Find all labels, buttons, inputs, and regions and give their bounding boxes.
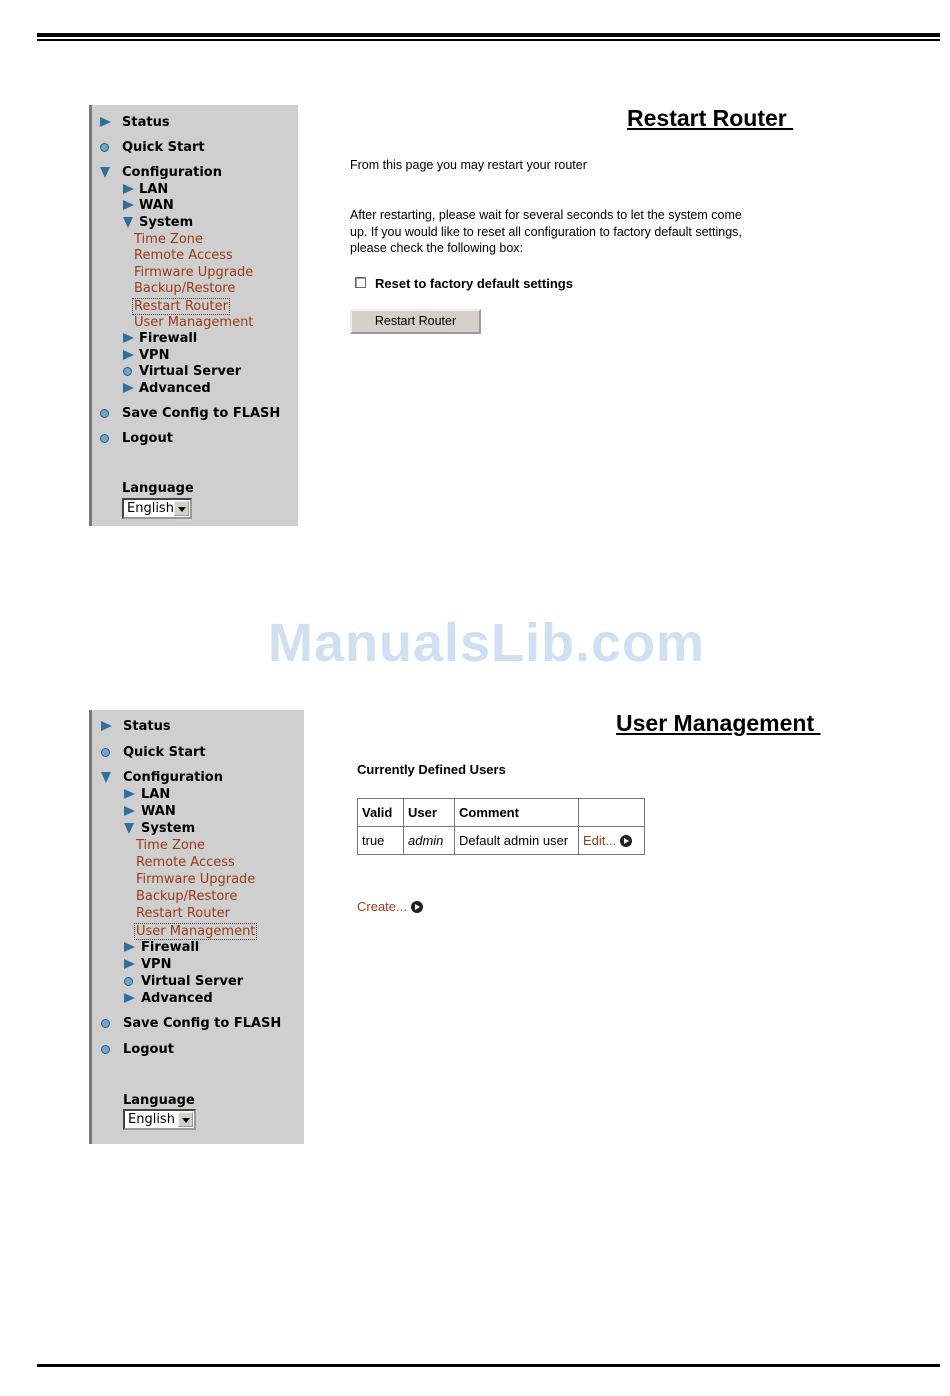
circle-icon [101, 748, 110, 757]
nav-backup-restore[interactable]: Backup/Restore [136, 889, 238, 904]
nav-status-label: Status [123, 719, 171, 734]
circle-icon [101, 1019, 110, 1028]
language-select[interactable] [123, 1109, 196, 1130]
circle-icon [100, 143, 109, 152]
column-header-action [579, 799, 645, 827]
sidebar-nav [89, 710, 304, 1144]
nav-time-zone[interactable]: Time Zone [136, 838, 206, 853]
sidebar-nav [89, 105, 298, 526]
edit-user-link[interactable]: Edit... [583, 833, 617, 848]
nav-firewall-label: Firewall [139, 331, 198, 346]
nav-restart-router[interactable]: Restart Router [136, 906, 230, 921]
cell-comment: Default admin user [455, 827, 579, 855]
intro-text: From this page you may restart your router [350, 158, 587, 172]
cell-valid: true [358, 827, 404, 855]
arrow-right-circle-icon[interactable] [620, 835, 632, 847]
top-rule [37, 33, 940, 37]
table-header-row [358, 799, 645, 827]
triangle-right-icon [124, 993, 135, 1003]
language-select-value: English [127, 501, 174, 516]
circle-icon [100, 434, 109, 443]
nav-logout-label: Logout [122, 431, 173, 446]
cell-action [579, 827, 645, 855]
chevron-down-icon[interactable] [178, 1112, 193, 1127]
nav-advanced-label: Advanced [141, 991, 213, 1006]
triangle-right-icon [124, 789, 135, 799]
nav-user-management[interactable]: User Management [134, 315, 254, 330]
nav-remote-access[interactable]: Remote Access [134, 248, 233, 263]
nav-remote-access[interactable]: Remote Access [136, 855, 235, 870]
language-select[interactable] [122, 498, 192, 519]
factory-reset-label: Reset to factory default settings [375, 276, 573, 291]
nav-restart-router[interactable]: Restart Router [134, 299, 228, 314]
column-header-valid: Valid [358, 799, 404, 827]
arrow-right-circle-icon[interactable] [411, 901, 423, 913]
nav-virtual-server-label: Virtual Server [139, 364, 242, 379]
nav-firewall-label: Firewall [141, 940, 200, 955]
restart-router-button[interactable]: Restart Router [350, 309, 481, 334]
nav-logout-label: Logout [123, 1042, 174, 1057]
nav-time-zone[interactable]: Time Zone [134, 232, 204, 247]
nav-firmware-upgrade[interactable]: Firmware Upgrade [136, 872, 256, 887]
language-label: Language [122, 481, 194, 496]
nav-lan-label: LAN [139, 182, 169, 197]
language-label: Language [123, 1093, 195, 1108]
triangle-right-icon [123, 333, 134, 343]
instructions-text: After restarting, please wait for several seconds to let the system come up. If you would like to reset all configuration to factory default settings, please check the following box: [350, 208, 742, 255]
table-row [358, 827, 645, 855]
create-user-link[interactable]: Create... [357, 899, 407, 914]
circle-icon [101, 1045, 110, 1054]
nav-quick-start-label: Quick Start [123, 745, 206, 760]
triangle-right-icon [124, 959, 135, 969]
nav-quick-start-label: Quick Start [122, 140, 205, 155]
nav-status-label: Status [122, 115, 170, 130]
nav-system-label: System [139, 215, 194, 230]
nav-save-config-label: Save Config to FLASH [123, 1016, 282, 1031]
chevron-down-icon[interactable] [174, 501, 189, 516]
nav-user-management[interactable]: User Management [136, 924, 256, 939]
bottom-rule [37, 1364, 940, 1367]
triangle-down-icon [100, 167, 110, 178]
triangle-down-icon [123, 217, 133, 228]
create-user-row [357, 898, 423, 916]
triangle-right-icon [100, 117, 111, 127]
users-table [357, 798, 645, 855]
circle-icon [100, 409, 109, 418]
nav-wan-label: WAN [141, 804, 176, 819]
users-section-label: Currently Defined Users [357, 762, 506, 777]
triangle-right-icon [101, 721, 112, 731]
triangle-right-icon [124, 942, 135, 952]
nav-wan-label: WAN [139, 198, 174, 213]
triangle-down-icon [124, 823, 134, 834]
nav-backup-restore[interactable]: Backup/Restore [134, 281, 236, 296]
nav-firmware-upgrade[interactable]: Firmware Upgrade [134, 265, 254, 280]
triangle-right-icon [123, 200, 134, 210]
nav-virtual-server-label: Virtual Server [141, 974, 244, 989]
column-header-user: User [404, 799, 455, 827]
triangle-down-icon [101, 772, 111, 783]
nav-advanced-label: Advanced [139, 381, 211, 396]
language-select-value: English [128, 1112, 175, 1127]
factory-reset-checkbox[interactable] [355, 277, 366, 288]
circle-icon [123, 367, 132, 376]
circle-icon [124, 977, 133, 986]
cell-user: admin [404, 827, 455, 855]
triangle-right-icon [123, 184, 134, 194]
nav-vpn-label: VPN [139, 348, 170, 363]
nav-vpn-label: VPN [141, 957, 172, 972]
triangle-right-icon [124, 806, 135, 816]
top-rule-thin [37, 39, 940, 41]
page-title: User Management [616, 710, 821, 736]
nav-configuration-label: Configuration [122, 165, 222, 180]
page-title: Restart Router [627, 105, 794, 131]
nav-save-config-label: Save Config to FLASH [122, 406, 281, 421]
nav-configuration-label: Configuration [123, 770, 223, 785]
triangle-right-icon [123, 383, 134, 393]
nav-system-label: System [141, 821, 196, 836]
watermark: ManualsLib.com [268, 613, 706, 673]
nav-lan-label: LAN [141, 787, 171, 802]
column-header-comment: Comment [455, 799, 579, 827]
triangle-right-icon [123, 350, 134, 360]
